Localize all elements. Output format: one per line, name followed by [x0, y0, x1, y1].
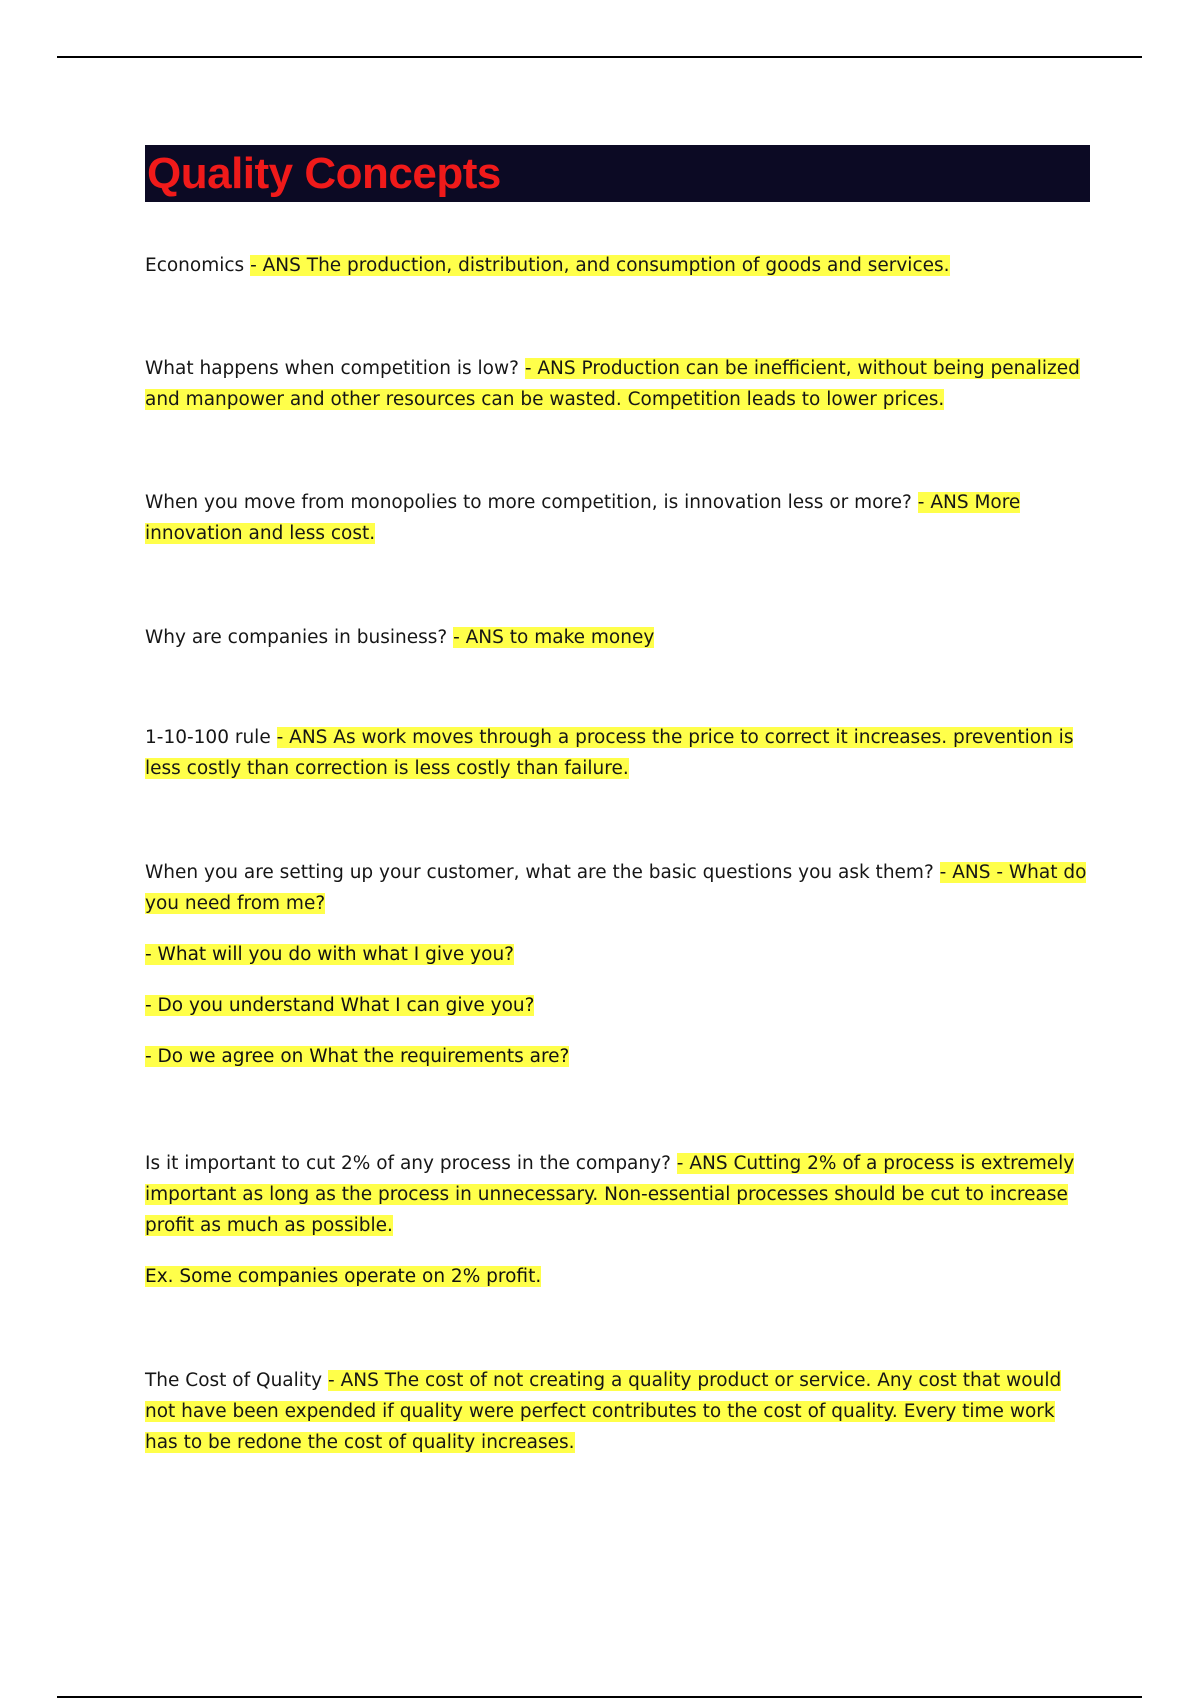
entry-why-business — [145, 622, 1090, 653]
entry-text — [145, 250, 1090, 281]
question-text: 1-10-100 rule — [145, 727, 271, 748]
answer-text: - ANS The production, distribution, and consumption of goods and services. — [250, 255, 950, 276]
entry-text — [145, 1365, 1090, 1458]
question-text: What happens when competition is low? — [145, 358, 519, 379]
title-banner — [145, 145, 1090, 202]
entry-text — [145, 857, 1090, 919]
question-text: When you are setting up your customer, what are the basic questions you ask them? — [145, 862, 934, 883]
answer-text: - ANS As work moves through a process the price to correct it increases. prevention is less costly than correction is less costly than failure. — [145, 727, 1074, 779]
entry-text — [145, 1148, 1090, 1241]
entry-customer-questions — [145, 857, 1090, 1072]
answer-text: - ANS to make money — [453, 627, 655, 648]
entry-text — [145, 722, 1090, 784]
answer-bullet: - What will you do with what I give you? — [145, 944, 514, 965]
entry-cost-of-quality — [145, 1365, 1090, 1458]
question-text: The Cost of Quality — [145, 1370, 323, 1391]
question-text: When you move from monopolies to more competition, is innovation less or more? — [145, 492, 912, 513]
entry-1-10-100-rule — [145, 722, 1090, 784]
answer-text: - ANS Cutting 2% of a process is extremely important as long as the process in unnecessary. Non-essential processes should be cut to increase profit as much as possible. — [145, 1153, 1075, 1236]
answer-text: - ANS More innovation and less cost. — [145, 492, 1021, 544]
page-title: Quality Concepts — [147, 148, 501, 198]
entry-competition-low — [145, 353, 1090, 415]
top-rule — [57, 56, 1142, 58]
page-content — [145, 145, 1090, 202]
entry-text — [145, 353, 1090, 415]
answer-text: - ANS Production can be inefficient, without being penalized and manpower and other resources can be wasted. Competition leads to lower prices. — [145, 358, 1080, 410]
answer-example: Ex. Some companies operate on 2% profit. — [145, 1266, 542, 1287]
question-text: Why are companies in business? — [145, 627, 448, 648]
entry-economics — [145, 250, 1090, 281]
question-text: Economics — [145, 255, 245, 276]
question-text: Is it important to cut 2% of any process in the company? — [145, 1153, 671, 1174]
answer-bullet: - Do you understand What I can give you? — [145, 995, 535, 1016]
answer-text: - ANS The cost of not creating a quality product or service. Any cost that would not have been expended if quality were perfect contributes to the cost of quality. Every time work has to be redone the cost of quality increases. — [145, 1370, 1062, 1453]
bottom-rule — [57, 1696, 1142, 1698]
answer-text: - ANS - What do you need from me? — [145, 862, 1087, 914]
entry-text — [145, 487, 1090, 549]
entry-monopolies — [145, 487, 1090, 549]
entry-text — [145, 622, 1090, 653]
entry-cut-2-percent — [145, 1148, 1090, 1292]
answer-bullet: - Do we agree on What the requirements are? — [145, 1046, 570, 1067]
